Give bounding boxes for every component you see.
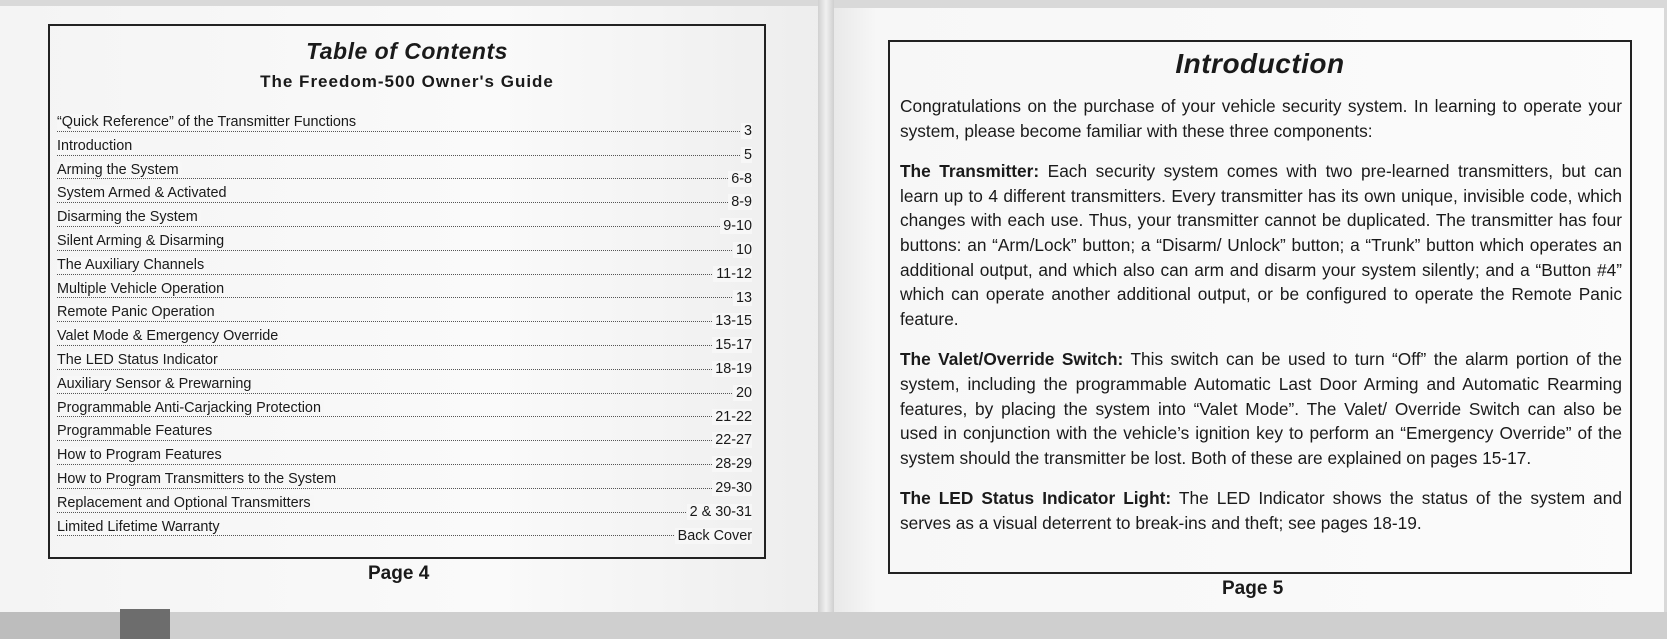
toc-entry-label: Limited Lifetime Warranty [57, 519, 223, 535]
toc-leader-dots [57, 393, 752, 394]
toc-entry-page: 15-17 [712, 337, 752, 353]
toc-entry [57, 352, 752, 376]
toc-title: Table of Contents [306, 38, 508, 64]
toc-leader-dots [57, 416, 752, 417]
toc-entry [57, 400, 752, 424]
toc-entry [57, 471, 752, 495]
toc-list [57, 114, 752, 542]
toc-entry-page: 9-10 [720, 218, 752, 234]
toc-entry-label: How to Program Transmitters to the System [57, 471, 339, 487]
toc-entry-page: Back Cover [675, 528, 752, 544]
toc-leader-dots [57, 345, 752, 346]
toc-entry-page: 10 [733, 242, 752, 258]
toc-entry-page: 18-19 [712, 361, 752, 377]
toc-leader-dots [57, 440, 752, 441]
intro-body [900, 94, 1622, 552]
toc-leader-dots [57, 321, 752, 322]
toc-entry [57, 162, 752, 186]
toc-entry-label: Introduction [57, 138, 135, 154]
toc-entry-label: Replacement and Optional Transmitters [57, 495, 314, 511]
valet-text: This switch can be used to turn “Off” the alarm portion of the system, including the programmable Automatic Last Door Arming and Automatic Rearming features, by placing the system into “Valet Mode”. The Valet/ Override Switch can also be used in conjunction with the vehicle’s ignition key to perform an “Emergency Override” of the system should the transmitter be lost. Both of these are explained on pages 15-17. [900, 349, 1622, 468]
toc-leader-dots [57, 464, 752, 465]
toc-leader-dots [57, 512, 752, 513]
scan-edge-mark [0, 612, 120, 639]
page-number-left: Page 4 [368, 563, 430, 584]
transmitter-paragraph [900, 159, 1622, 331]
toc-entry-page: 5 [741, 147, 752, 163]
toc-entry [57, 185, 752, 209]
led-paragraph [900, 486, 1622, 535]
toc-entry-page: 13 [733, 290, 752, 306]
toc-entry-page: 29-30 [712, 480, 752, 496]
toc-entry-page: 21-22 [712, 409, 752, 425]
toc-entry-label: “Quick Reference” of the Transmitter Functions [57, 114, 359, 130]
page-gutter [818, 0, 834, 639]
scan-bottom-edge [0, 612, 1667, 639]
toc-leader-dots [57, 369, 752, 370]
toc-entry-label: How to Program Features [57, 447, 225, 463]
toc-leader-dots [57, 155, 752, 156]
toc-entry [57, 138, 752, 162]
toc-entry-label: Multiple Vehicle Operation [57, 281, 227, 297]
toc-entry [57, 233, 752, 257]
toc-entry-label: Disarming the System [57, 209, 201, 225]
toc-entry [57, 257, 752, 281]
toc-entry-page: 11-12 [713, 266, 752, 282]
toc-subtitle: The Freedom-500 Owner's Guide [260, 72, 554, 91]
toc-entry [57, 519, 752, 543]
led-text: The LED Indicator shows the status of the system and serves as a visual deterrent to break-ins and theft; see pages 18-19. [900, 488, 1622, 533]
toc-entry-page: 22-27 [712, 432, 752, 448]
transmitter-heading: The Transmitter: [900, 161, 1040, 182]
introduction-box [888, 40, 1632, 574]
toc-leader-dots [57, 202, 752, 203]
valet-heading: The Valet/Override Switch: [900, 349, 1124, 370]
led-heading: The LED Status Indicator Light: [900, 488, 1172, 509]
toc-entry [57, 447, 752, 471]
toc-leader-dots [57, 250, 752, 251]
toc-entry-label: Programmable Anti-Carjacking Protection [57, 400, 324, 416]
toc-leader-dots [57, 535, 752, 536]
toc-entry-page: 28-29 [712, 456, 752, 472]
toc-entry-label: The LED Status Indicator [57, 352, 221, 368]
toc-entry [57, 495, 752, 519]
page-number-right: Page 5 [1222, 578, 1284, 599]
intro-paragraph [900, 94, 1622, 143]
toc-entry-page: 3 [741, 123, 752, 139]
intro-title: Introduction [1175, 48, 1345, 79]
toc-entry [57, 114, 752, 138]
toc-entry-label: Valet Mode & Emergency Override [57, 328, 281, 344]
toc-entry-label: Programmable Features [57, 423, 215, 439]
toc-entry [57, 304, 752, 328]
intro-text: Congratulations on the purchase of your vehicle security system. In learning to operate your system, please become familiar with these three components: [900, 96, 1622, 141]
toc-entry-page: 8-9 [728, 194, 752, 210]
valet-paragraph [900, 347, 1622, 470]
toc-entry [57, 281, 752, 305]
toc-entry-page: 13-15 [712, 313, 752, 329]
table-of-contents-box [48, 24, 766, 559]
toc-leader-dots [57, 297, 752, 298]
toc-entry [57, 328, 752, 352]
toc-leader-dots [57, 488, 752, 489]
toc-entry [57, 209, 752, 233]
toc-entry [57, 376, 752, 400]
transmitter-text: Each security system comes with two pre-learned transmitters, but can learn up to 4 different transmitters. Every transmitter has its own unique, invisible code, which changes with each use. Thus, your transmitter cannot be duplicated. The transmitter has four buttons: an “Arm/Lock” button; a “Disarm/ Unlock” button; a “Trunk” button which operates an additional output, and which also can arm and disarm your system silently; and a “Button #4” which can operate another additional output, or be configured to operate the Remote Panic feature. [900, 161, 1622, 329]
toc-entry [57, 423, 752, 447]
toc-entry-label: The Auxiliary Channels [57, 257, 207, 273]
toc-entry-label: System Armed & Activated [57, 185, 230, 201]
toc-entry-page: 20 [733, 385, 752, 401]
toc-entry-page: 6-8 [728, 171, 752, 187]
scan-corner-mark [120, 609, 170, 639]
toc-entry-page: 2 & 30-31 [687, 504, 752, 520]
toc-entry-label: Silent Arming & Disarming [57, 233, 227, 249]
toc-entry-label: Arming the System [57, 162, 182, 178]
toc-leader-dots [57, 274, 752, 275]
toc-leader-dots [57, 226, 752, 227]
toc-leader-dots [57, 131, 752, 132]
toc-entry-label: Auxiliary Sensor & Prewarning [57, 376, 254, 392]
toc-leader-dots [57, 178, 752, 179]
toc-entry-label: Remote Panic Operation [57, 304, 218, 320]
